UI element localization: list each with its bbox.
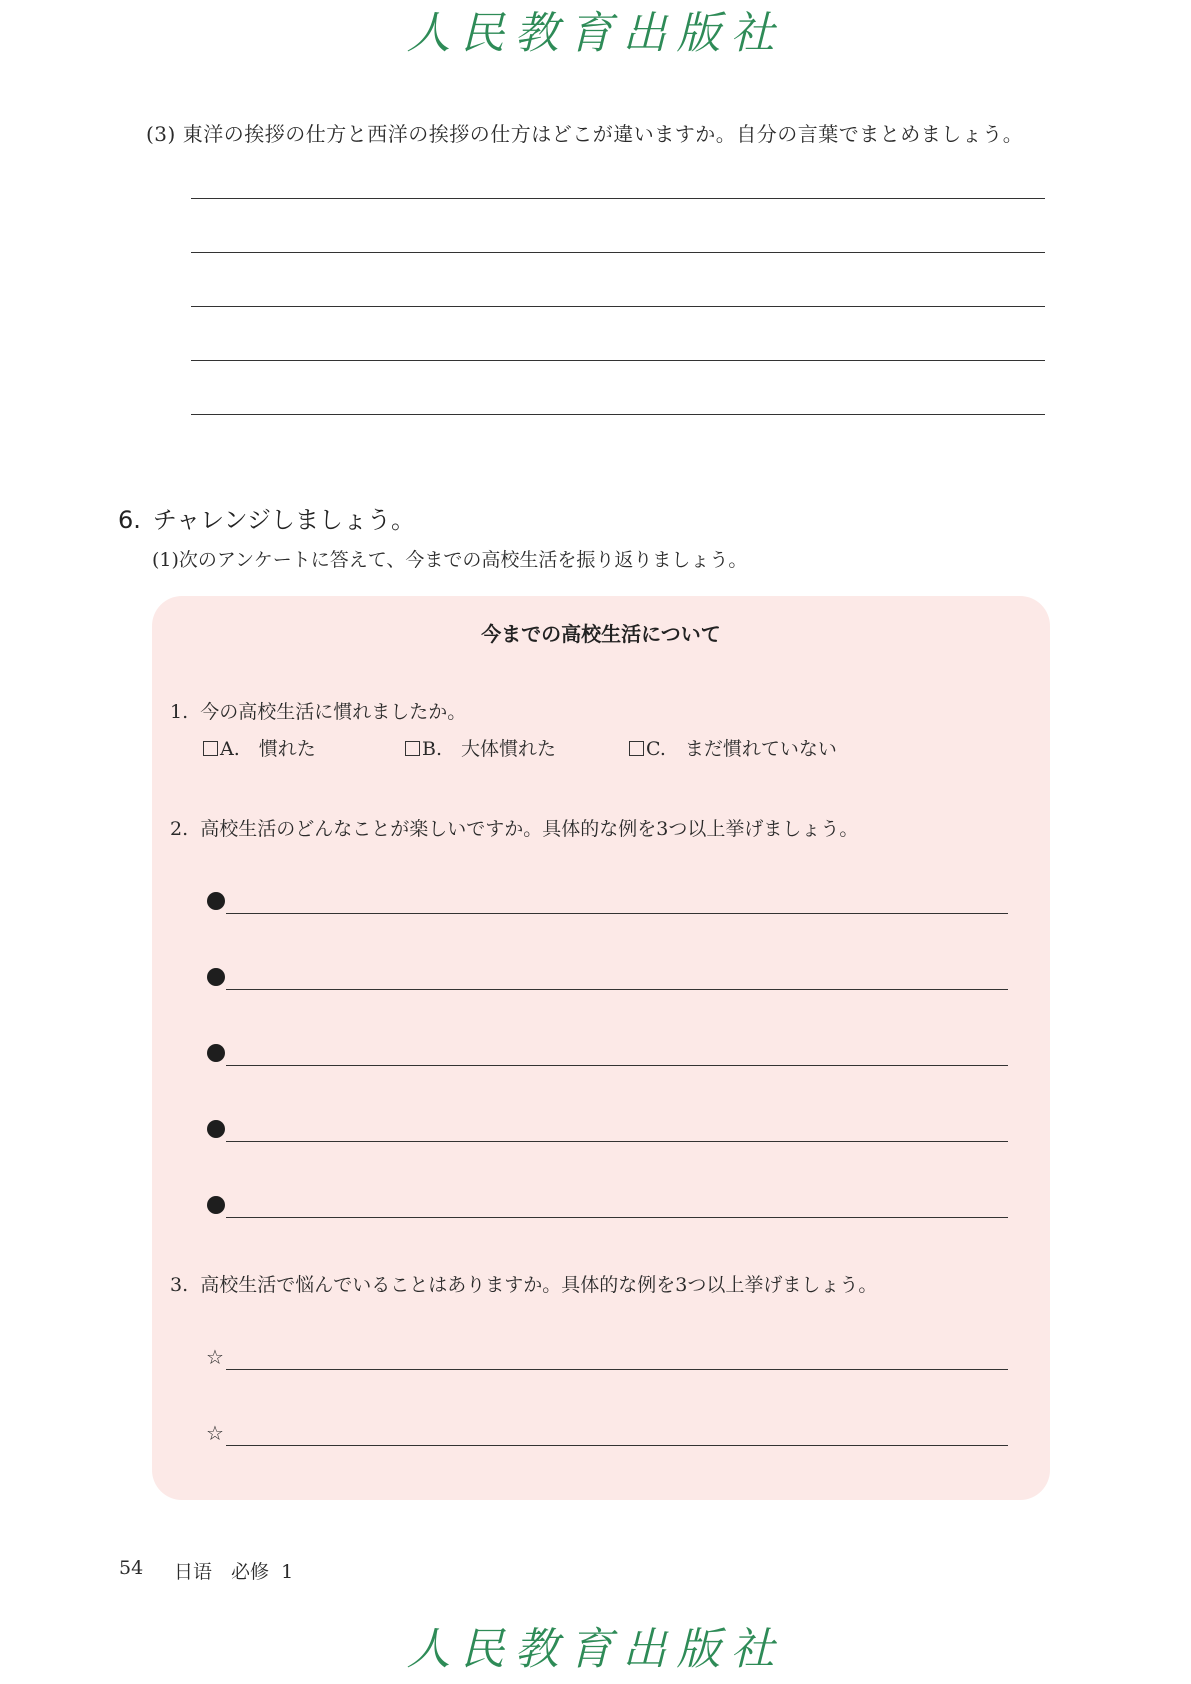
subquestion-1-label: (1)	[152, 549, 179, 571]
option-a-label: A. 慣れた	[220, 738, 316, 760]
survey-title: 今までの高校生活について	[481, 622, 721, 646]
section-6-title	[118, 500, 415, 535]
subquestion-1-text: 次のアンケートに答えて、今までの高校生活を振り返りましょう。	[178, 549, 748, 571]
answer-line[interactable]	[191, 414, 1045, 415]
survey-q2-text: 高校生活のどんなことが楽しいですか。具体的な例を3つ以上挙げましょう。	[200, 818, 859, 840]
option-b-label: B. 大体慣れた	[422, 738, 557, 760]
answer-line[interactable]	[226, 1369, 1008, 1370]
checkbox-c[interactable]	[629, 741, 644, 756]
star-icon: ☆	[206, 1421, 224, 1445]
survey-q3	[170, 1270, 877, 1297]
answer-line[interactable]	[226, 913, 1008, 914]
publisher-logo-top: 人民教育出版社	[406, 8, 785, 59]
answer-line[interactable]	[191, 306, 1045, 307]
footer-volume: 1	[281, 1561, 294, 1583]
bullet-icon	[207, 968, 225, 986]
survey-q1	[170, 697, 466, 724]
answer-line[interactable]	[191, 360, 1045, 361]
survey-q2	[170, 814, 858, 841]
question-3-label: (3)	[146, 122, 176, 146]
answer-line[interactable]	[191, 252, 1045, 253]
checkbox-b[interactable]	[405, 741, 420, 756]
option-c-label: C. まだ慣れていない	[646, 738, 837, 760]
survey-q3-text: 高校生活で悩んでいることはありますか。具体的な例を3つ以上挙げましょう。	[200, 1274, 878, 1296]
bullet-icon	[207, 1196, 225, 1214]
publisher-logo-bottom: 人民教育出版社	[406, 1624, 785, 1675]
survey-q1-number: 1.	[170, 701, 189, 723]
footer-subject-text: 日语 必修	[174, 1561, 270, 1583]
option-a[interactable]	[203, 734, 316, 761]
answer-line[interactable]	[226, 989, 1008, 990]
page-number: 54	[119, 1557, 144, 1579]
bullet-icon	[207, 1120, 225, 1138]
bullet-icon	[207, 892, 225, 910]
option-c[interactable]	[629, 734, 837, 761]
section-number: 6.	[118, 506, 141, 534]
survey-q3-number: 3.	[170, 1274, 189, 1296]
survey-box	[152, 596, 1050, 1500]
footer-subject	[174, 1557, 293, 1584]
answer-line[interactable]	[226, 1065, 1008, 1066]
section-title-text: チャレンジしましょう。	[152, 506, 415, 534]
answer-line[interactable]	[226, 1445, 1008, 1446]
checkbox-a[interactable]	[203, 741, 218, 756]
question-3-text: 東洋の挨拶の仕方と西洋の挨拶の仕方はどこが違いますか。自分の言葉でまとめましょう。	[182, 122, 1024, 146]
answer-line[interactable]	[226, 1141, 1008, 1142]
survey-q2-number: 2.	[170, 818, 189, 840]
answer-line[interactable]	[191, 198, 1045, 199]
option-b[interactable]	[405, 734, 556, 761]
answer-line[interactable]	[226, 1217, 1008, 1218]
bullet-icon	[207, 1044, 225, 1062]
star-icon: ☆	[206, 1345, 224, 1369]
survey-q1-text: 今の高校生活に慣れましたか。	[200, 701, 467, 723]
subquestion-1	[152, 545, 747, 572]
question-3	[146, 118, 1023, 147]
